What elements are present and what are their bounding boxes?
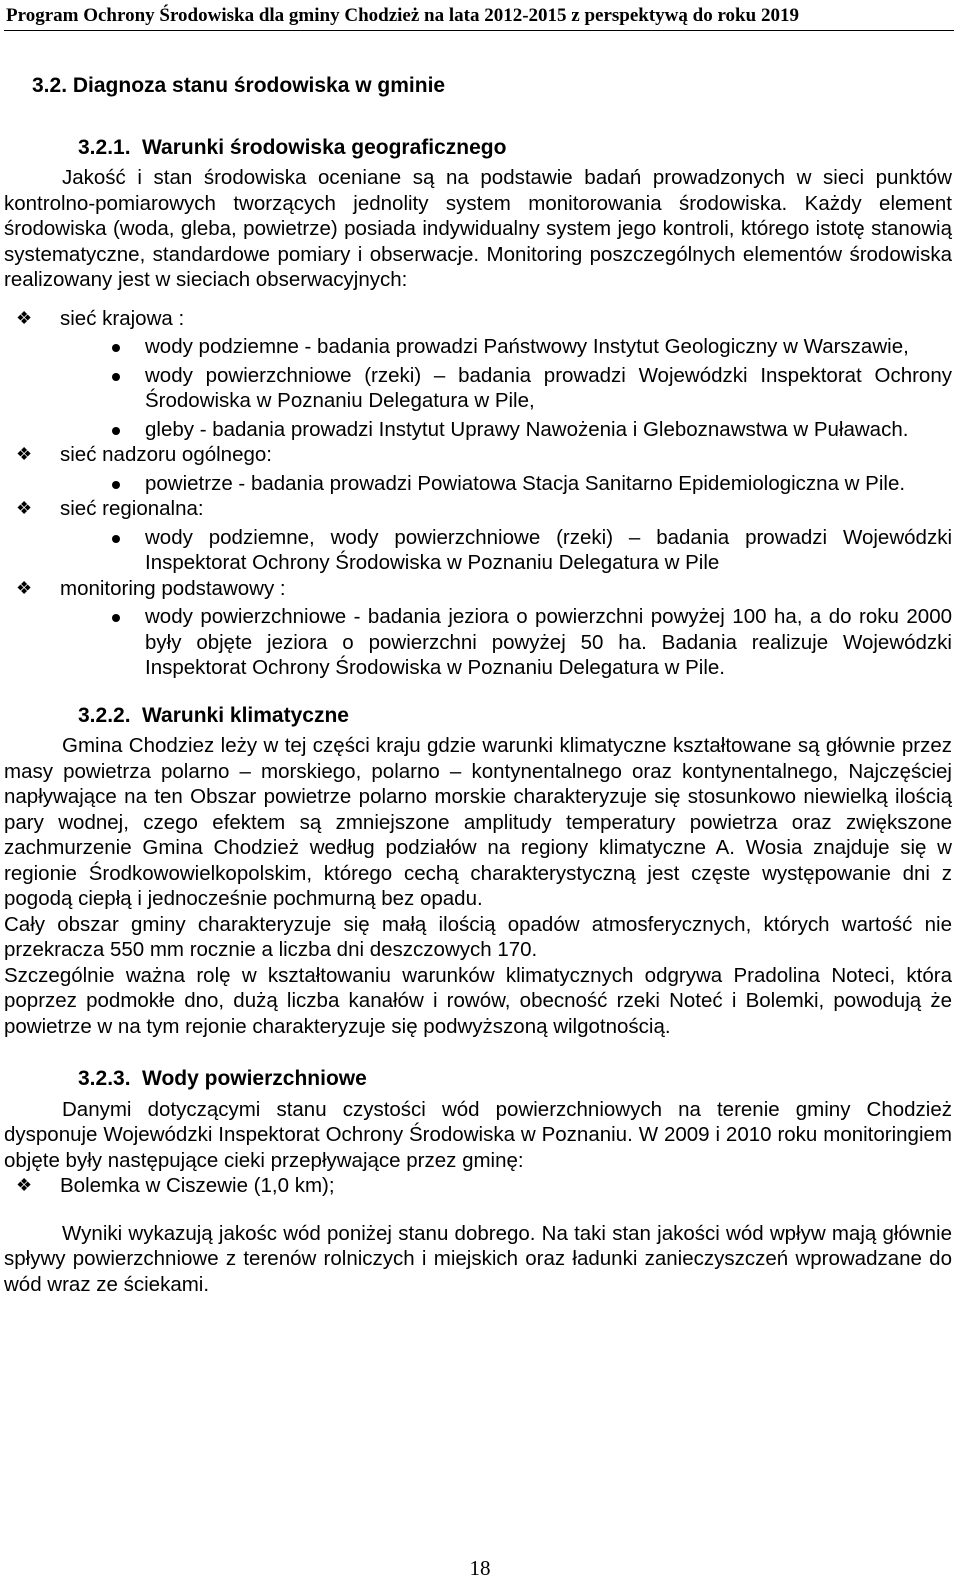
network-item — [4, 306, 952, 443]
subsection-heading-323 — [78, 1066, 952, 1092]
bullet-item: powietrze - badania prowadzi Powiatowa Stacja Sanitarno Epidemiologiczna w Pile. — [60, 471, 952, 497]
header-rule — [4, 30, 954, 31]
network-label: sieć nadzoru ogólnego: — [60, 443, 272, 466]
bullet-list — [60, 334, 952, 442]
river-item — [4, 1173, 952, 1199]
content — [4, 70, 952, 1297]
subsection-heading-322 — [78, 703, 952, 729]
intro-paragraph: Jakość i stan środowiska oceniane są na podstawie badań prowadzonych w sieci punktów kontrolno-pomiarowych tworzących jednolity system monitorowania środowiska. Każdy element środowiska (woda, gleba, powietrze) posiada indywidualny system jego kontroli, którego istotę stanowią systematyczne, standardowe pomiary i obserwacje. Monitoring poszczególnych elementów środowiska realizowany jest w sieciach obserwacyjnych: — [4, 166, 952, 291]
bullet-list — [60, 471, 952, 497]
bullet-icon — [112, 535, 120, 543]
diamond-bullet-icon: ❖ — [16, 577, 33, 598]
network-list — [4, 306, 952, 681]
bullet-icon — [112, 614, 120, 622]
network-item — [4, 442, 952, 496]
bullet-item: wody podziemne - badania prowadzi Państwowy Instytut Geologiczny w Warszawie, — [60, 334, 952, 360]
running-header: Program Ochrony Środowiska dla gminy Chodzież na lata 2012-2015 z perspektywą do roku 2019 — [6, 5, 799, 26]
river-label: Bolemka w Ciszewie (1,0 km); — [60, 1174, 335, 1197]
bullet-icon — [112, 373, 120, 381]
network-item — [4, 576, 952, 681]
network-label: sieć krajowa : — [60, 306, 185, 330]
river-list — [4, 1173, 952, 1199]
results-paragraph: Wyniki wykazują jakośc wód poniżej stanu dobrego. Na taki stan jakości wód wpływ mają głównie spływy powierzchniowe z terenów rolniczych i miejskich oraz ładunki zanieczyszczeń wprowadzane do wód wraz ze ściekami. — [4, 1221, 952, 1296]
bullet-item: wody podziemne, wody powierzchniowe (rzeki) – badania prowadzi Wojewódzki Inspektorat Ochrony Środowiska w Poznaniu Delegatura w Pile — [60, 525, 952, 576]
subsection-heading-321 — [78, 135, 952, 161]
subsection-number: 3.2.1. — [78, 135, 131, 159]
section-heading: 3.2. Diagnoza stanu środowiska w gminie — [32, 74, 446, 97]
bullet-icon — [112, 344, 120, 352]
bullet-item: wody powierzchniowe - badania jeziora o powierzchni powyżej 100 ha, a do roku 2000 były objęte jeziora o powierzchni powyżej 50 ha. Badania realizuje Wojewódzki Inspektorat Ochrony Środowiska w Poznaniu Delegatura w Pile. — [60, 604, 952, 681]
subsection-title: Wody powierzchniowe — [142, 1067, 367, 1090]
diamond-bullet-icon: ❖ — [16, 498, 33, 518]
diamond-bullet-icon: ❖ — [16, 444, 33, 464]
bullet-list — [60, 525, 952, 576]
bullet-list — [60, 604, 952, 681]
precipitation-paragraph: Cały obszar gminy charakteryzuje się małą ilością opadów atmosferycznych, których wartość nie przekracza 550 mm rocznie a liczba dni deszczowych 170. — [4, 912, 952, 961]
climate-paragraph: Gmina Chodziez leży w tej części kraju gdzie warunki klimatyczne kształtowane są głównie przez masy powietrza polarno – morskiego, polarno – kontynentalnego oraz kontynentalnego, Najczęściej napływające na ten Obszar powietrze polarno morskie charakteryzuje się stosunkowo niewielką ilością pary wodnej, czego efektem są zmniejszone amplitudy temperatury powietrza oraz zwiększone zachmurzenie Gmina Chodzież według podziałów na regiony klimatyczne A. Wosia znajduje się w regionie Środkowowielkopolskim, którego cechą charakterystyczną jest częste występowanie dni z pogodą ciepłą i jednocześnie pochmurną bez opadu. — [4, 734, 952, 910]
bullet-item: gleby - badania prowadzi Instytut Uprawy Nawożenia i Gleboznawstwa w Puławach. — [60, 417, 952, 443]
surface-water-paragraph: Danymi dotyczącymi stanu czystości wód powierzchniowych na terenie gminy Chodzież dysponuje Wojewódzki Inspektorat Ochrony Środowiska w Poznaniu. W 2009 i 2010 roku monitoringiem objęte były następujące cieki przepływające przez gminę: — [4, 1097, 952, 1172]
subsection-number: 3.2.3. — [78, 1067, 131, 1090]
bullet-icon — [112, 481, 120, 489]
bullet-item: wody powierzchniowe (rzeki) – badania prowadzi Wojewódzki Inspektorat Ochrony Środowiska w Poznaniu Delegatura w Pile, — [60, 363, 952, 414]
subsection-title: Warunki środowiska geograficznego — [142, 135, 507, 159]
network-label: sieć regionalna: — [60, 497, 204, 520]
diamond-bullet-icon: ❖ — [16, 307, 33, 328]
page-number: 18 — [469, 1556, 491, 1580]
pradolina-paragraph: Szczególnie ważna rolę w kształtowaniu warunków klimatycznych odgrywa Pradolina Noteci, która poprzez podmokłe dno, dużą liczba kanałów i rowów, obecność rzeki Noteć i Bolemki, powodują że powietrze w na tym rejonie charakteryzuje się podwyższoną wilgotnością. — [4, 963, 952, 1038]
subsection-number: 3.2.2. — [78, 703, 131, 727]
bullet-icon — [112, 427, 120, 435]
diamond-bullet-icon: ❖ — [16, 1175, 33, 1195]
network-item — [4, 496, 952, 576]
subsection-title: Warunki klimatyczne — [142, 703, 349, 727]
network-label: monitoring podstawowy : — [60, 576, 286, 600]
